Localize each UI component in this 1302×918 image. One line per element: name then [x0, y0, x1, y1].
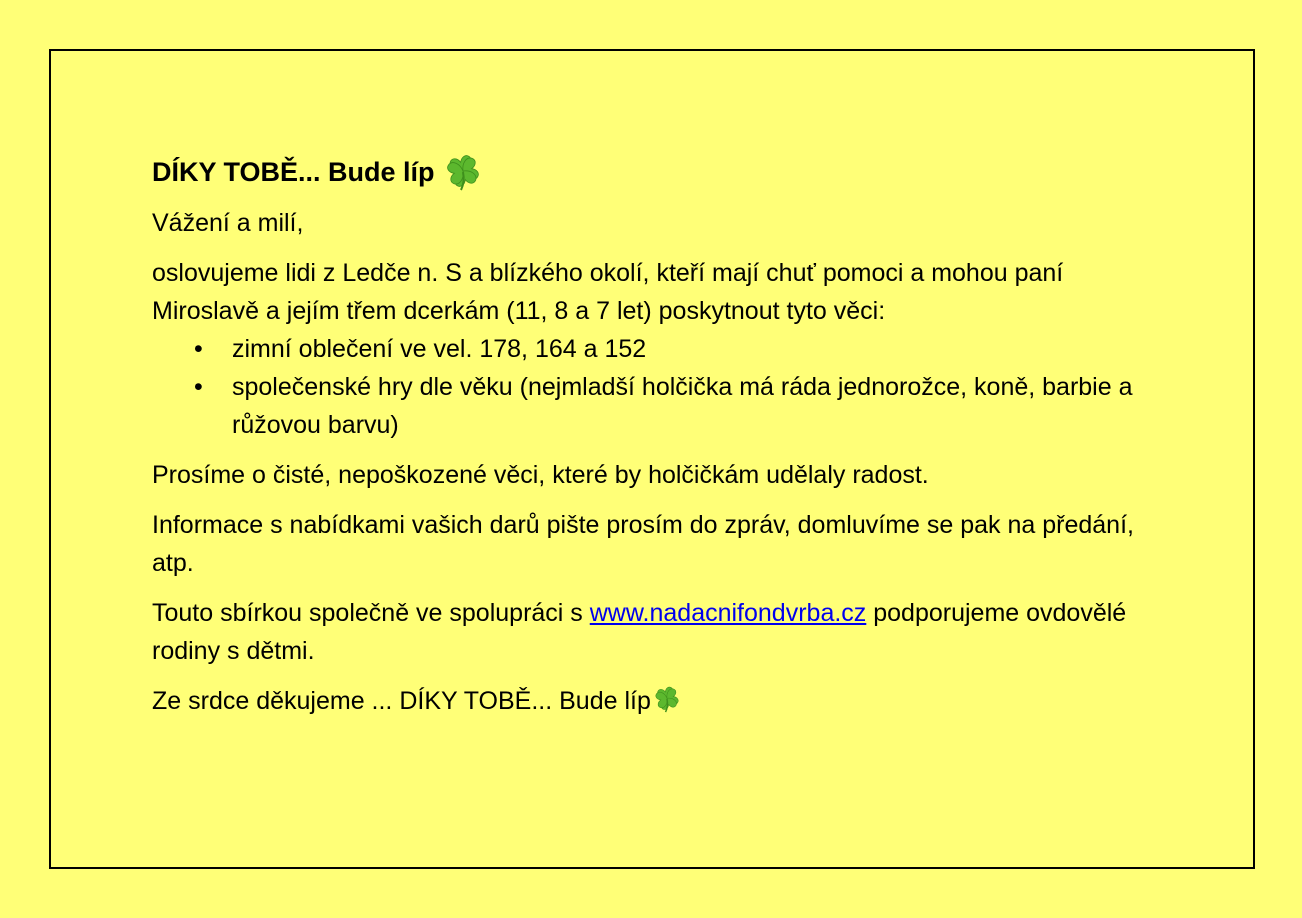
intro-paragraph: oslovujeme lidi z Ledče n. S a blízkého okolí, kteří mají chuť pomoci a mohou paní Miroslavě a jejím třem dcerkám (11, 8 a 7 let) poskytnout tyto věci:: [152, 259, 1064, 325]
list-item: [194, 368, 1162, 444]
document-content: [152, 150, 1162, 732]
greeting: Vážení a milí,: [152, 209, 304, 237]
page-title: [152, 150, 1162, 194]
info-paragraph: Informace s nabídkami vašich darů pište prosím do zpráv, domluvíme se pak na předání, atp.: [152, 511, 1134, 577]
list-bullet: •: [194, 373, 203, 401]
request-paragraph: Prosíme o čisté, nepoškozené věci, které by holčičkám udělaly radost.: [152, 461, 929, 489]
four-leaf-clover-icon: [441, 150, 485, 194]
list-item-text: zimní oblečení ve vel. 178, 164 a 152: [232, 335, 647, 363]
partnership-text-after: podporujeme ovdovělé rodiny s dětmi.: [152, 599, 1127, 665]
partnership-paragraph: [152, 594, 1162, 670]
closing-paragraph: [152, 682, 1162, 720]
foundation-link[interactable]: www.nadacnifondvrba.cz: [589, 599, 867, 627]
title-text: DÍKY TOBĚ... Bude líp: [152, 157, 435, 187]
partnership-text-before: Touto sbírkou společně ve spolupráci s: [152, 599, 590, 627]
list-bullet: •: [194, 335, 203, 363]
closing-text: Ze srdce děkujeme ... DÍKY TOBĚ... Bude líp: [152, 687, 651, 715]
list-item: [194, 330, 1162, 368]
four-leaf-clover-icon: [651, 683, 683, 715]
needed-items-list: [152, 330, 1162, 444]
list-item-text: společenské hry dle věku (nejmladší holčička má ráda jednorožce, koně, barbie a růžovou barvu): [232, 373, 1133, 439]
